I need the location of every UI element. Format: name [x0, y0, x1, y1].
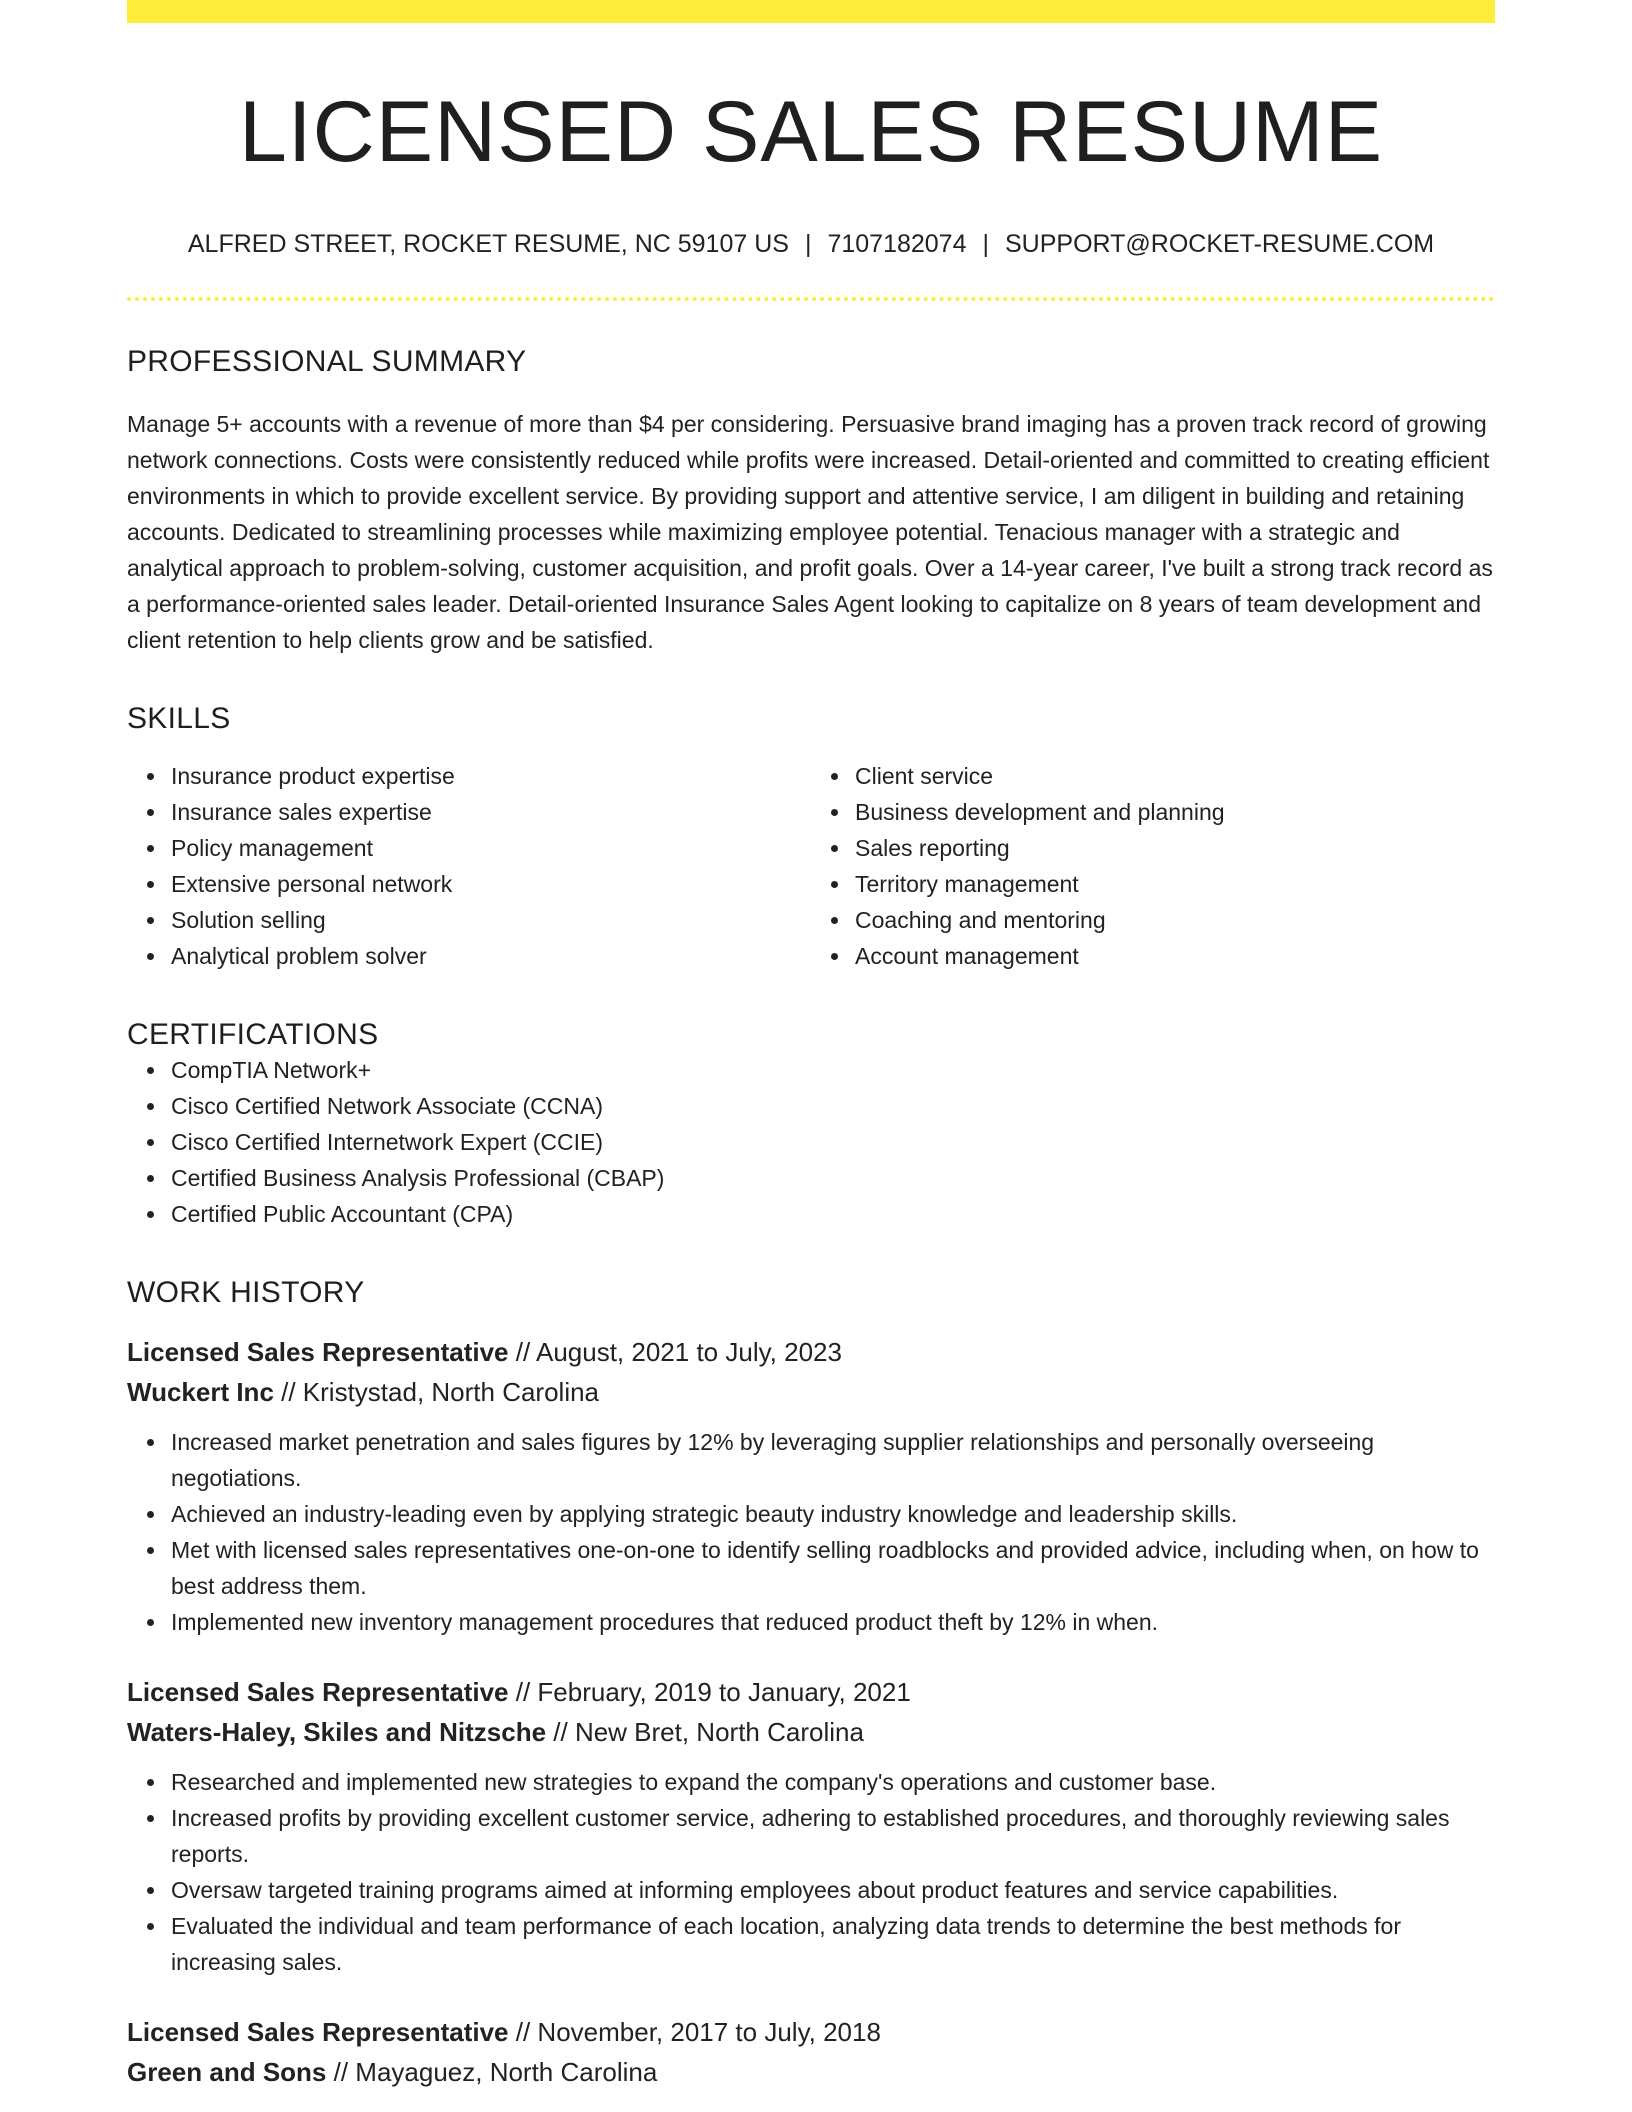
header-divider — [127, 297, 1495, 301]
certifications-heading: CERTIFICATIONS — [127, 1017, 379, 1051]
job-dates: // February, 2019 to January, 2021 — [508, 1676, 911, 1707]
job-bullet: Met with licensed sales representatives one-on-one to identify selling roadblocks and provided advice, including when, on how to best address them. — [171, 1532, 1495, 1604]
job-bullets — [127, 1424, 1495, 1640]
certification-item: Cisco Certified Internetwork Expert (CCIE) — [171, 1124, 1495, 1160]
certifications-list — [127, 1052, 1495, 1232]
skill-item: Extensive personal network — [171, 866, 811, 902]
job-location: // Kristystad, North Carolina — [273, 1376, 600, 1407]
skill-item: Insurance sales expertise — [171, 794, 811, 830]
skills-column-right — [811, 758, 1495, 974]
skill-item: Territory management — [855, 866, 1495, 902]
skills-column-left — [127, 758, 811, 974]
job-bullet: Evaluated the individual and team performance of each location, analyzing data trends to determine the best methods for increasing sales. — [171, 1908, 1495, 1980]
job-title: Licensed Sales Representative — [127, 1676, 509, 1707]
job-bullet: Implemented new inventory management procedures that reduced product theft by 12% in when. — [171, 1604, 1495, 1640]
job-bullet: Increased profits by providing excellent customer service, adhering to established procedures, and thoroughly reviewing sales reports. — [171, 1800, 1495, 1872]
skill-item: Policy management — [171, 830, 811, 866]
skill-item: Sales reporting — [855, 830, 1495, 866]
certification-item: Cisco Certified Network Associate (CCNA) — [171, 1088, 1495, 1124]
job-title: Licensed Sales Representative — [127, 2016, 509, 2047]
certification-item: CompTIA Network+ — [171, 1052, 1495, 1088]
job-company: Waters-Haley, Skiles and Nitzsche — [127, 1716, 547, 1747]
job-entry — [127, 1332, 1495, 1640]
skill-item: Client service — [855, 758, 1495, 794]
job-title-line — [127, 1672, 1495, 1712]
job-company-line — [127, 1712, 1495, 1752]
summary-text: Manage 5+ accounts with a revenue of more than $4 per considering. Persuasive brand imaging has a proven track record of growing network connections. Costs were consistently reduced while profits were increased. Detail-oriented and committed to creating efficient environments in which to provide excellent service. By providing support and attentive service, I am diligent in building and retaining accounts. Dedicated to streamlining processes while maximizing employee potential. Tenacious manager with a strategic and analytical approach to problem-solving, customer acquisition, and profit goals. Over a 14-year career, I've built a strong track record as a performance-oriented sales leader. Detail-oriented Insurance Sales Agent looking to capitalize on 8 years of team development and client retention to help clients grow and be satisfied. — [127, 410, 1493, 653]
job-bullets — [127, 1764, 1495, 1980]
job-company-line — [127, 1372, 1495, 1412]
job-location: // Mayaguez, North Carolina — [326, 2056, 658, 2087]
resume-title: LICENSED SALES RESUME — [238, 84, 1384, 180]
job-bullet: Researched and implemented new strategies to expand the company's operations and customer base. — [171, 1764, 1495, 1800]
skill-item: Analytical problem solver — [171, 938, 811, 974]
job-dates: // August, 2021 to July, 2023 — [508, 1336, 842, 1367]
contact-line — [127, 230, 1495, 259]
contact-phone: 7107182074 — [827, 229, 967, 258]
certification-item: Certified Public Accountant (CPA) — [171, 1196, 1495, 1232]
work-history-heading: WORK HISTORY — [127, 1275, 365, 1309]
contact-address: ALFRED STREET, ROCKET RESUME, NC 59107 US — [187, 229, 789, 258]
summary-heading: PROFESSIONAL SUMMARY — [127, 344, 527, 378]
skill-item: Account management — [855, 938, 1495, 974]
skills-list — [127, 758, 1495, 974]
certification-item: Certified Business Analysis Professional (CBAP) — [171, 1160, 1495, 1196]
job-bullet: Achieved an industry-leading even by applying strategic beauty industry knowledge and leadership skills. — [171, 1496, 1495, 1532]
job-company: Green and Sons — [127, 2056, 327, 2087]
job-location: // New Bret, North Carolina — [546, 1716, 864, 1747]
top-accent-bar — [127, 0, 1495, 23]
skill-item: Solution selling — [171, 902, 811, 938]
job-title-line — [127, 2012, 1495, 2052]
skills-heading: SKILLS — [127, 701, 231, 735]
job-entry — [127, 2012, 1495, 2092]
skill-item: Business development and planning — [855, 794, 1495, 830]
job-entry — [127, 1672, 1495, 1980]
skill-item: Coaching and mentoring — [855, 902, 1495, 938]
resume-page — [127, 0, 1495, 2092]
job-bullet: Oversaw targeted training programs aimed at informing employees about product features and service capabilities. — [171, 1872, 1495, 1908]
job-dates: // November, 2017 to July, 2018 — [508, 2016, 881, 2047]
job-company: Wuckert Inc — [127, 1376, 274, 1407]
skill-item: Insurance product expertise — [171, 758, 811, 794]
job-company-line — [127, 2052, 1495, 2092]
job-title: Licensed Sales Representative — [127, 1336, 509, 1367]
contact-separator: | — [804, 229, 812, 258]
job-title-line — [127, 1332, 1495, 1372]
contact-email: SUPPORT@ROCKET-RESUME.COM — [1005, 229, 1435, 258]
job-bullet: Increased market penetration and sales figures by 12% by leveraging supplier relationships and personally overseeing negotiations. — [171, 1424, 1495, 1496]
contact-separator: | — [982, 229, 989, 258]
